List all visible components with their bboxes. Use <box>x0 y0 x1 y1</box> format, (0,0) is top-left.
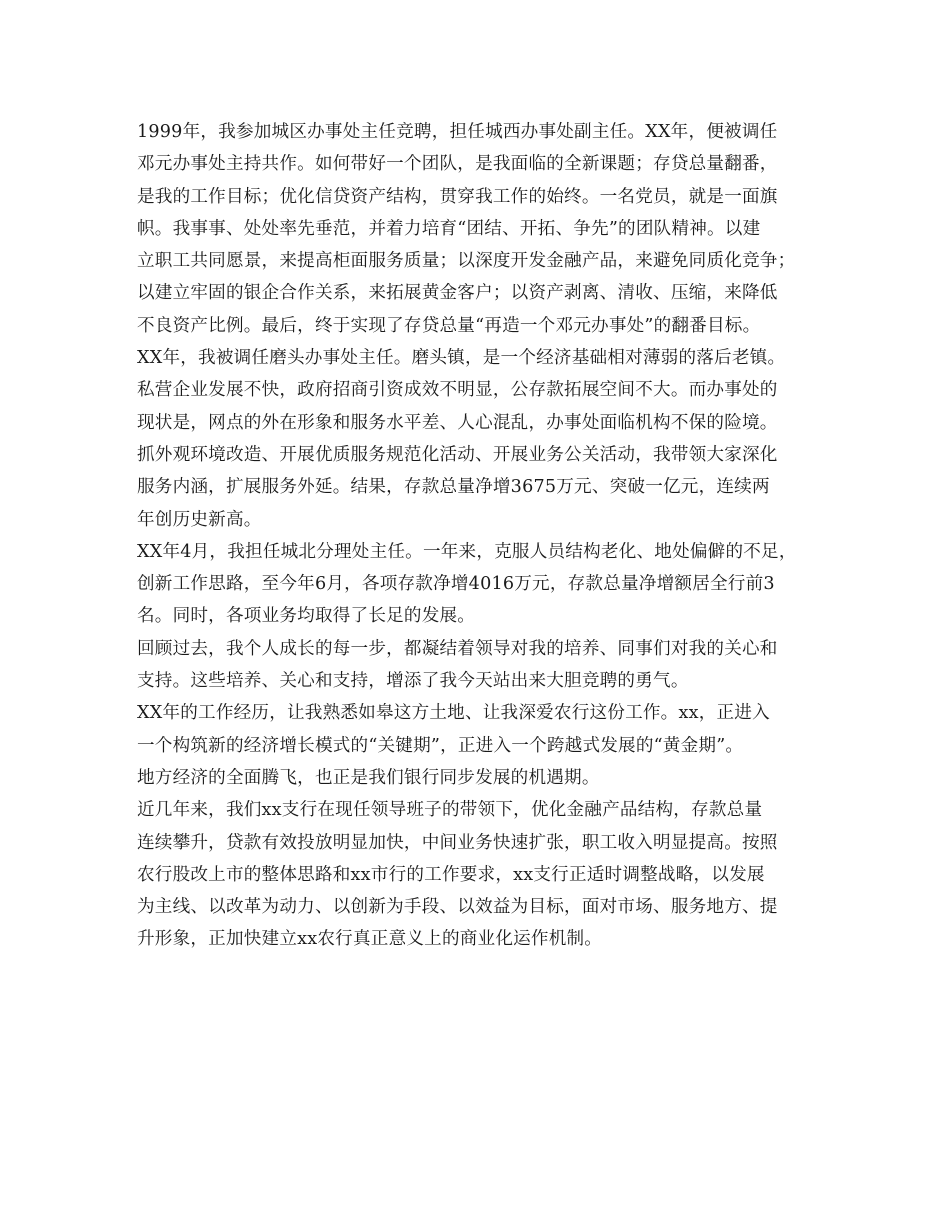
text-line: 支持。这些培养、关心和支持，增添了我今天站出来大胆竞聘的勇气。 <box>137 671 689 692</box>
text-line: 年创历史新高。 <box>137 509 262 530</box>
text-line: 升形象，正加快建立xx农行真正意义上的商业化运作机制。 <box>137 929 603 950</box>
text-line: 创新工作思路，至今年6月，各项存款净增4016万元，存款总量净增额居全行前3 <box>137 574 775 595</box>
text-line: 不良资产比例。最后，终于实现了存贷总量“再造一个邓元办事处”的翻番目标。 <box>137 315 761 336</box>
text-line: 名。同时，各项业务均取得了长足的发展。 <box>137 606 476 627</box>
text-line: 服务内涵，扩展服务外延。结果，存款总量净增3675万元、突破一亿元，连续两 <box>137 477 770 498</box>
document-body <box>137 116 827 956</box>
text-line: XX年，我被调任磨头办事处主任。磨头镇，是一个经济基础相对薄弱的落后老镇。 <box>137 348 786 369</box>
text-line: 近几年来，我们xx支行在现任领导班子的带领下，优化金融产品结构，存款总量 <box>137 800 763 821</box>
text-line: 帜。我事事、处处率先垂范，并着力培育“团结、开拓、争先”的团队精神。以建 <box>137 218 761 239</box>
text-line: XX年的工作经历，让我熟悉如皋这方土地、让我深爱农行这份工作。xx，正进入 <box>137 703 770 724</box>
text-line: 1999年，我参加城区办事处主任竞聘，担任城西办事处副主任。XX年，便被调任 <box>137 122 778 142</box>
text-line: 邓元办事处主持共作。如何带好一个团队，是我面临的全新课题；存贷总量翻番， <box>137 154 778 175</box>
text-line: 私营企业发展不快，政府招商引资成效不明显，公存款拓展空间不大。而办事处的 <box>137 380 778 401</box>
text-line: 回顾过去，我个人成长的每一步，都凝结着领导对我的培养、同事们对我的关心和 <box>137 638 778 659</box>
text-line: 农行股改上市的整体思路和xx市行的工作要求，xx支行正适时调整战略，以发展 <box>137 864 765 885</box>
text-line: 一个构筑新的经济增长模式的“关键期”，正进入一个跨越式发展的“黄金期”。 <box>137 735 744 756</box>
text-line: XX年4月，我担任城北分理处主任。一年来，克服人员结构老化、地处偏僻的不足， <box>137 541 797 562</box>
text-line: 是我的工作目标；优化信贷资产结构，贯穿我工作的始终。一名党员，就是一面旗 <box>137 186 778 207</box>
text-line: 现状是，网点的外在形象和服务水平差、人心混乱，办事处面临机构不保的险境。 <box>137 412 778 433</box>
text-line: 立职工共同愿景，来提高柜面服务质量；以深度开发金融产品，来避免同质化竞争； <box>137 251 796 272</box>
text-line: 地方经济的全面腾飞，也正是我们银行同步发展的机遇期。 <box>137 767 600 788</box>
text-line: 抓外观环境改造、开展优质服务规范化活动、开展业务公关活动，我带领大家深化 <box>137 444 778 465</box>
text-line: 为主线、以改革为动力、以创新为手段、以效益为目标，面对市场、服务地方、提 <box>137 897 778 918</box>
text-line: 以建立牢固的银企合作关系，来拓展黄金客户；以资产剥离、清收、压缩，来降低 <box>137 283 778 304</box>
text-line: 连续攀升，贷款有效投放明显加快，中间业务快速扩张，职工收入明显提高。按照 <box>137 832 778 853</box>
